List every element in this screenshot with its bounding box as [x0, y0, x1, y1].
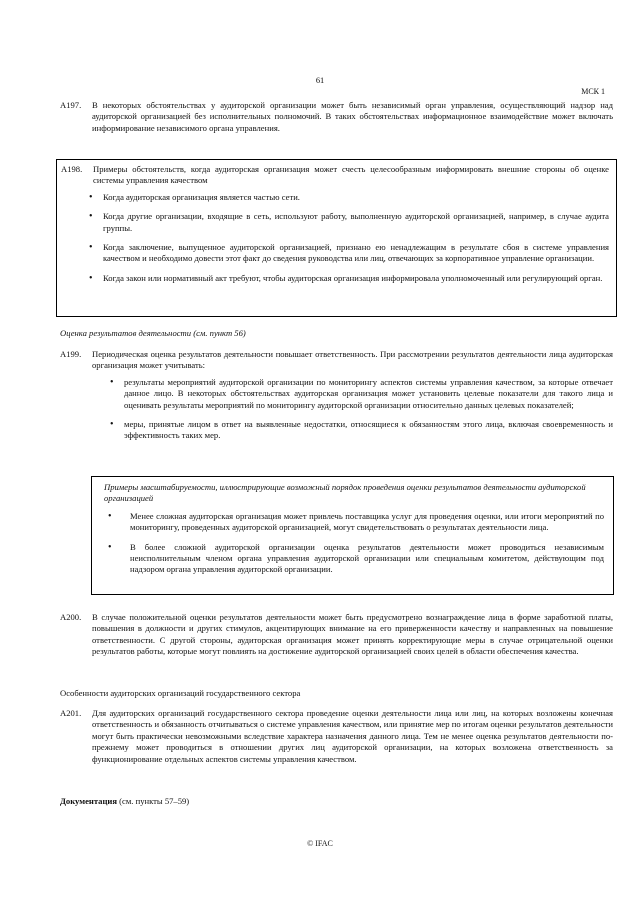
page-number: 61 [315, 76, 325, 85]
paragraph-a197 [60, 100, 613, 134]
bullet-list [61, 192, 609, 284]
list-item: • меры, принятые лицом в ответ на выявленные недостатки, относящиеся к обязанностям этого лица, включая своевременность и эффективность таких мер. [110, 419, 613, 441]
list-item: • Когда закон или нормативный акт требуют, чтобы аудиторская организация информировала уполномоченный или регулирующий орган. [89, 272, 603, 284]
bullet-icon: • [89, 242, 93, 254]
list-item: • В более сложной аудиторской организации оценка результатов деятельности может проводиться независимым неисполнительным членом органа управления аудиторской организации или специальным комитетом, действующим под надзором органа управления аудиторской организации. [108, 541, 604, 575]
paragraph-label: A200. [60, 612, 82, 622]
bullet-icon: • [108, 510, 112, 522]
paragraph-a201 [60, 708, 613, 765]
list-item: • результаты мероприятий аудиторской организации по мониторингу аспектов системы управления качеством, за которые отвечает данное лицо. В некоторых обстоятельствах аудиторская организация может установить целевые показатели для такого лица и оценивать результаты мероприятий по мониторингу аудиторской организации относительно данных целевых показателей; [110, 376, 613, 410]
bullet-icon: • [110, 376, 114, 388]
footer-copyright: © IFAC [307, 839, 333, 848]
list-item: • Когда заключение, выпущенное аудиторской организацией, признано ею ненадлежащим в результате сбоя в системе управления качеством и необходимо довести этот факт до сведения руководства или лиц, отвечающих за корпоративное управление организации. [89, 242, 609, 264]
bullet-list [82, 377, 613, 442]
paragraph-label: A199. [60, 349, 82, 359]
paragraph-text: В случае положительной оценки результатов деятельности может быть предусмотрено вознаграждение лица в форме заработной платы, повышения в должности и других стимулов, акцентирующих внимание на его приверженности качеству и направленных на повышение ответственности. С другой стороны, аудиторская организация может принять корректирующие меры в случае отрицательной оценки результатов работы, которые могут повлиять на достижение аудиторской организацией своих целей в области обеспечения качества. [92, 612, 613, 657]
bullet-icon: • [89, 191, 93, 203]
scalability-examples-box [91, 476, 614, 595]
examples-box-a198 [56, 159, 617, 317]
section-heading-documentation [60, 796, 189, 807]
paragraph-text: Для аудиторских организаций государственного сектора проведение оценки деятельности лица или лиц, на которых возложены конечная ответственность и обязанность отчитываться о системе управления качеством, или принятие мер по итогам оценки результатов деятельности могут быть практически невозможными вследствие характера назначения данного лица. Тем не менее оценка результатов деятельности по-прежнему может проводиться в отношении других лиц аудиторской организации, на которых возложена ответственность за функционирование отдельных аспектов системы управления качеством. [92, 708, 613, 764]
paragraph-label: A201. [60, 708, 82, 718]
paragraph-text: Периодическая оценка результатов деятельности повышает ответственность. При рассмотрении результатов деятельности лица аудиторская организация может учитывать: [92, 349, 613, 371]
list-item: • Менее сложная аудиторская организация может привлечь поставщика услуг для проведения оценки, или итоги мероприятий по мониторингу, проведенных аудиторской организацией, могут свидетельствовать о результатах деятельности лица. [108, 510, 604, 533]
bullet-icon: • [89, 272, 93, 284]
list-item: • Когда аудиторская организация является частью сети. [89, 191, 300, 203]
bullet-icon: • [108, 541, 112, 553]
paragraph-label: A198. [61, 164, 83, 174]
bullet-icon: • [89, 211, 93, 223]
heading-bold: Документация [60, 796, 118, 806]
section-heading-performance: Оценка результатов деятельности (см. пункт 56) [60, 328, 246, 338]
list-item: • Когда другие организации, входящие в сеть, используют работу, выполненную аудиторской организацией, например, в случае аудита группы. [89, 211, 609, 233]
bullet-icon: • [110, 419, 114, 431]
paragraph-a200 [60, 612, 613, 658]
paragraph-text: В некоторых обстоятельствах у аудиторской организации может быть независимый орган управления, осуществляющий надзор над аудиторской организацией без исполнительных полномочий. В таких обстоятельствах информационное взаимодействие может включать информирование независимого органа управления. [92, 100, 613, 133]
section-heading-public-sector: Особенности аудиторских организаций государственного сектора [60, 688, 301, 698]
box-title: Примеры масштабируемости, иллюстрирующие возможный порядок проведения оценки результатов деятельности аудиторской организацией [104, 482, 586, 504]
paragraph-a199 [60, 349, 613, 442]
paragraph-label: A197. [60, 100, 82, 110]
bullet-list [104, 511, 604, 576]
heading-rest: (см. пункты 57–59) [117, 796, 190, 806]
header-tag: МСК 1 [581, 87, 605, 96]
paragraph-text: Примеры обстоятельств, когда аудиторская организация может счесть целесообразным информировать внешние стороны об оценке системы управления качеством [93, 164, 609, 186]
